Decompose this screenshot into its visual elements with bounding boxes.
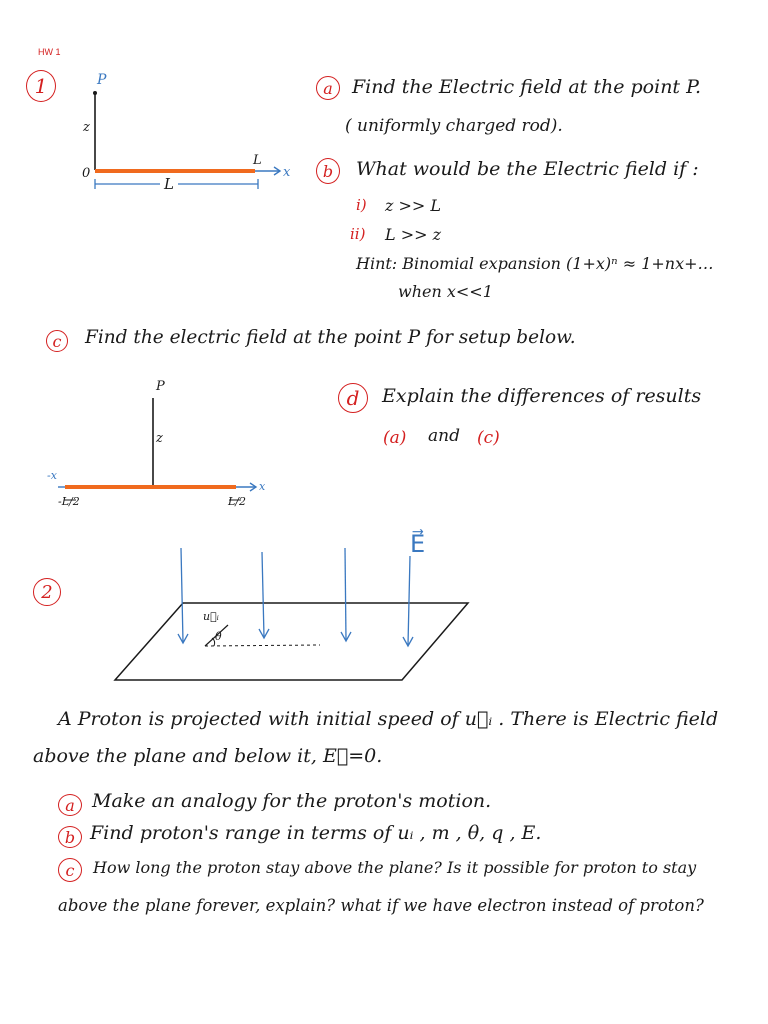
label-neg-x: -x (47, 469, 57, 482)
label-p-2: P (156, 379, 165, 394)
part-d-ref-c: (c) (477, 428, 500, 448)
field-label: E⃗ (410, 530, 426, 558)
part-a-line2: ( uniformly charged rod). (345, 116, 563, 136)
p2-part-a-text: Make an analogy for the proton's motion. (92, 790, 492, 812)
p2-part-b-marker: b (58, 826, 82, 848)
part-b-i-marker: i) (356, 196, 367, 214)
part-b-line1: What would be the Electric field if : (356, 158, 699, 180)
rod-diagram-1 (93, 91, 280, 189)
problem-1-marker: 1 (26, 70, 56, 102)
p2-part-a-marker: a (58, 794, 82, 816)
part-b-ii-text: L >> z (385, 225, 442, 244)
problem-2-marker: 2 (33, 578, 61, 606)
hw-label: HW 1 (38, 47, 61, 57)
part-d-and: and (428, 426, 460, 446)
p2-part-b-text: Find proton's range in terms of uᵢ , m , θ, q , E. (90, 822, 542, 844)
label-neg-half-l: -L/2 (58, 495, 80, 508)
label-length: L (160, 175, 178, 193)
range-dashed-line (205, 645, 320, 646)
plane-diagram (115, 548, 468, 680)
part-a-marker: a (316, 76, 340, 100)
field-arrows (178, 548, 413, 646)
speed-label: u⃗ᵢ (203, 610, 219, 623)
rod-diagram-2 (58, 398, 256, 500)
p2-part-c-line2: above the plane forever, explain? what if we have electron instead of proton? (58, 896, 704, 915)
label-z-2: z (156, 431, 163, 446)
part-d-ref-a: (a) (383, 428, 407, 448)
part-b-marker: b (316, 158, 340, 184)
label-z: z (83, 120, 90, 135)
part-b-i-text: z >> L (385, 196, 442, 215)
label-pos-half-l: L/2 (228, 495, 247, 508)
label-x: x (283, 165, 291, 180)
p2-part-c-marker: c (58, 858, 82, 882)
part-a-line1: Find the Electric field at the point P. (352, 76, 702, 98)
intro-line2: above the plane and below it, E⃗=0. (33, 745, 383, 767)
point-p-dot (93, 91, 97, 95)
label-end-l: L (253, 153, 262, 168)
part-d-marker: d (338, 383, 368, 413)
part-c-marker: c (46, 330, 68, 352)
label-p: P (97, 72, 107, 88)
angle-label: θ (215, 630, 222, 643)
part-c-text: Find the electric field at the point P for setup below. (85, 327, 576, 348)
hint-line2: when x<<1 (398, 282, 493, 301)
p2-part-c-line1: How long the proton stay above the plane? Is it possible for proton to stay (93, 858, 697, 877)
intro-line1: A Proton is projected with initial speed of u⃗ᵢ . There is Electric field (58, 708, 719, 730)
hint-line1: Hint: Binomial expansion (1+x)ⁿ ≈ 1+nx+… (356, 254, 714, 273)
plane (115, 603, 468, 680)
part-d-line1: Explain the differences of results (382, 385, 702, 407)
label-origin: 0 (82, 166, 91, 181)
label-pos-x: x (259, 480, 266, 493)
part-b-ii-marker: ii) (350, 225, 366, 243)
